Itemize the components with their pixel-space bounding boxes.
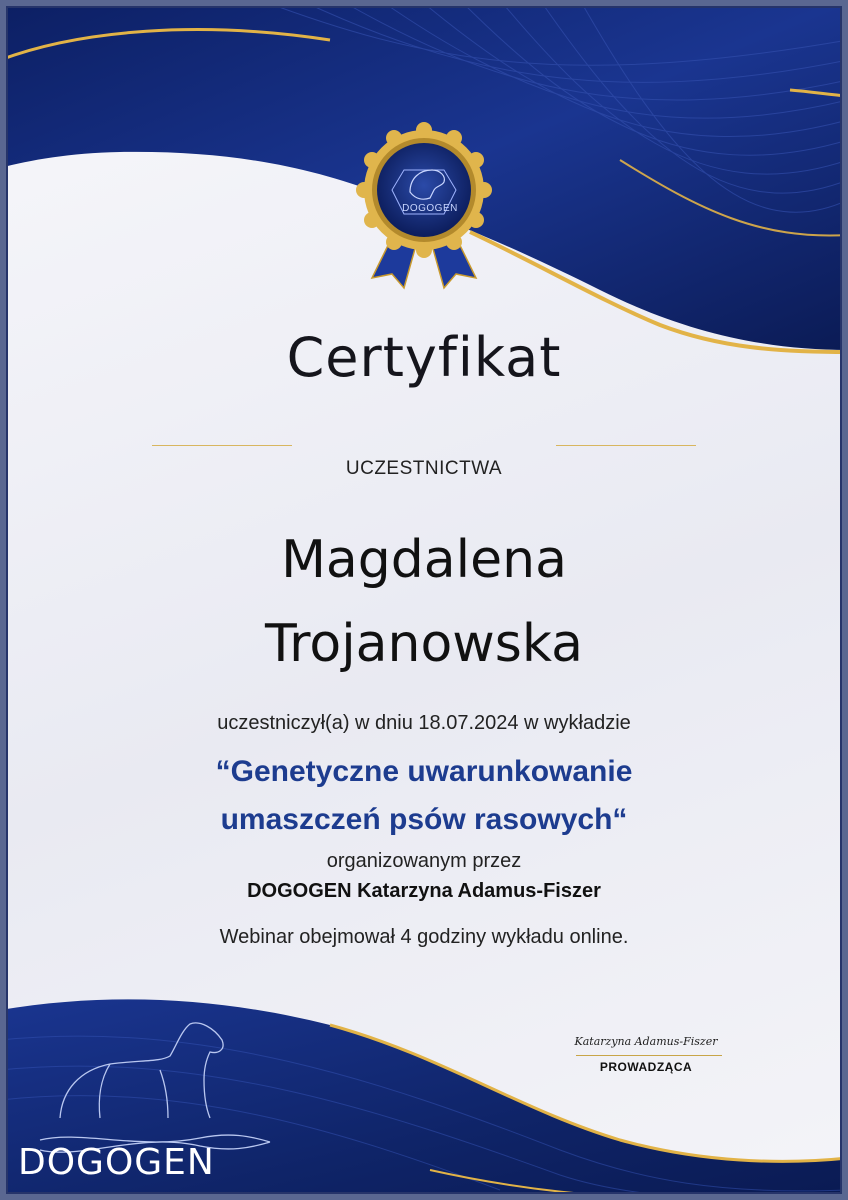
signature-role: PROWADZĄCA [599, 1060, 693, 1074]
seal-label: DOGOGEN [402, 203, 458, 214]
webinar-info: Webinar obejmował 4 godziny wykładu online. [219, 926, 629, 948]
lecture-title [0, 748, 848, 844]
title-divider-right [556, 445, 696, 446]
signature: Katarzyna Adamus-Fiszer [574, 1035, 718, 1048]
footer-logo-text: DOGOGEN [18, 1142, 215, 1183]
signature-line [576, 1055, 722, 1056]
recipient-last-name: Trojanowska [265, 614, 583, 674]
certificate-title: Certyfikat [286, 326, 562, 389]
lecture-title-line2: umaszczeń psów rasowych“ [220, 803, 628, 836]
certificate-subtitle: UCZESTNICTWA [345, 458, 503, 479]
lecture-title-line1: “Genetyczne uwarunkowanie [215, 755, 633, 788]
title-divider-left [152, 445, 292, 446]
recipient-first-name: Magdalena [281, 530, 567, 590]
participation-text: uczestniczył(a) w dniu 18.07.2024 w wykładzie [217, 712, 631, 734]
organized-by-text: organizowanym przez [326, 850, 522, 872]
organizer-name: DOGOGEN Katarzyna Adamus-Fiszer [247, 880, 601, 902]
recipient-name [0, 518, 848, 686]
